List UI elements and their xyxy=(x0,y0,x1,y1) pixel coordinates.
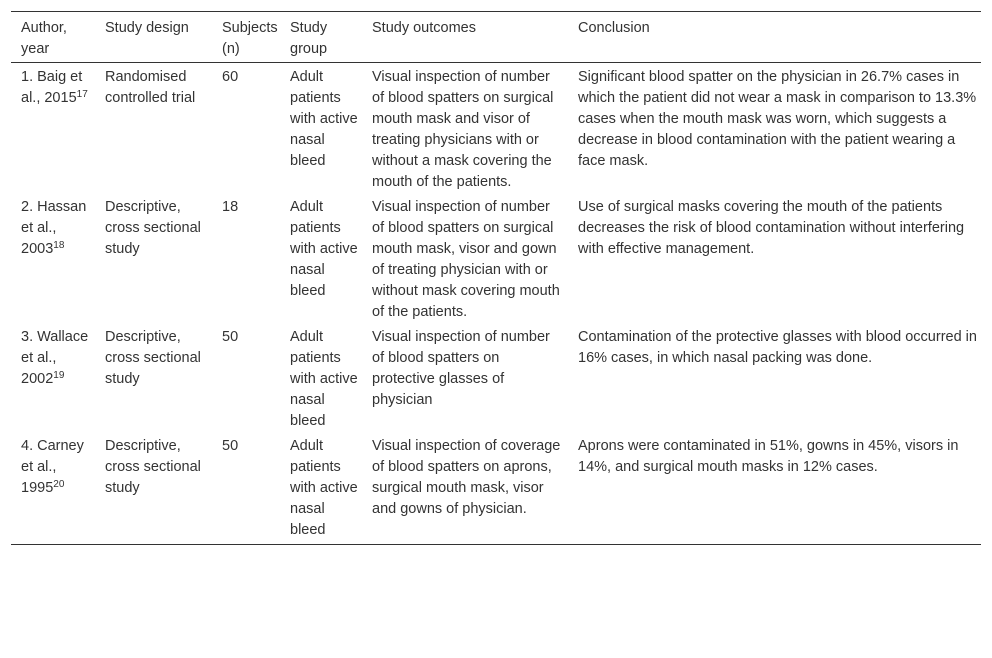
header-study-group: Study group xyxy=(290,20,328,57)
conclusion-cell: Contamination of the protective glasses with blood occurred in 16% cases, in which nasal packing was done. xyxy=(578,329,977,366)
outcomes-cell: Visual inspection of number of blood spatters on surgical mouth mask, visor and gown of treating physician with or without mask covering mouth of the patients. xyxy=(372,199,560,320)
author-text: 2. Hassan et al., 2003 xyxy=(21,199,87,257)
header-subjects: Subjects (n) xyxy=(222,20,278,57)
group-cell: Adult patients with active nasal bleed xyxy=(290,69,358,169)
author-cell xyxy=(11,435,95,545)
table-row xyxy=(11,63,981,197)
author-cell xyxy=(11,326,95,435)
header-author-year: Author, year xyxy=(21,20,67,57)
group-cell: Adult patients with active nasal bleed xyxy=(290,438,358,538)
author-text: 3. Wallace et al., 2002 xyxy=(21,329,89,387)
design-cell: Descriptive, cross sectional study xyxy=(105,199,201,257)
design-cell: Descriptive, cross sectional study xyxy=(105,329,201,387)
author-text: 1. Baig et al., 2015 xyxy=(21,69,83,106)
outcomes-cell: Visual inspection of number of blood spatters on protective glasses of physician xyxy=(372,329,550,408)
table-header xyxy=(11,12,981,63)
conclusion-cell: Use of surgical masks covering the mouth of the patients decreases the risk of blood contamination without interfering with effective management. xyxy=(578,199,965,257)
conclusion-cell: Significant blood spatter on the physician in 26.7% cases in which the patient did not wear a mask in comparison to 13.3% cases when the mouth mask was worn, which suggests a decrease in blood contamination with the patient wearing a face mask. xyxy=(578,69,977,169)
table-container xyxy=(11,11,981,545)
header-study-design: Study design xyxy=(105,20,189,36)
author-text: 4. Carney et al., 1995 xyxy=(21,438,84,496)
header-row xyxy=(11,12,981,63)
reference-superscript: 17 xyxy=(76,89,88,100)
design-cell: Randomised controlled trial xyxy=(105,69,196,106)
table-row xyxy=(11,326,981,435)
author-cell xyxy=(11,63,95,197)
header-conclusion: Conclusion xyxy=(578,20,650,36)
header-study-outcomes: Study outcomes xyxy=(372,20,476,36)
group-cell: Adult patients with active nasal bleed xyxy=(290,329,358,429)
outcomes-cell: Visual inspection of number of blood spatters on surgical mouth mask and visor of treating physicians with or without a mask covering the mouth of the patients. xyxy=(372,69,554,190)
studies-table xyxy=(11,11,981,545)
group-cell: Adult patients with active nasal bleed xyxy=(290,199,358,299)
reference-superscript: 18 xyxy=(53,240,65,251)
reference-superscript: 19 xyxy=(53,370,65,381)
table-row xyxy=(11,435,981,545)
subjects-cell: 50 xyxy=(222,329,239,345)
reference-superscript: 20 xyxy=(53,479,65,490)
design-cell: Descriptive, cross sectional study xyxy=(105,438,201,496)
conclusion-cell: Aprons were contaminated in 51%, gowns in 45%, visors in 14%, and surgical mouth masks in 12% cases. xyxy=(578,438,959,475)
table-row xyxy=(11,196,981,326)
subjects-cell: 60 xyxy=(222,69,239,85)
subjects-cell: 18 xyxy=(222,199,239,215)
author-cell xyxy=(11,196,95,326)
table-body xyxy=(11,63,981,545)
outcomes-cell: Visual inspection of coverage of blood spatters on aprons, surgical mouth mask, visor and gowns of physician. xyxy=(372,438,561,517)
subjects-cell: 50 xyxy=(222,438,239,454)
